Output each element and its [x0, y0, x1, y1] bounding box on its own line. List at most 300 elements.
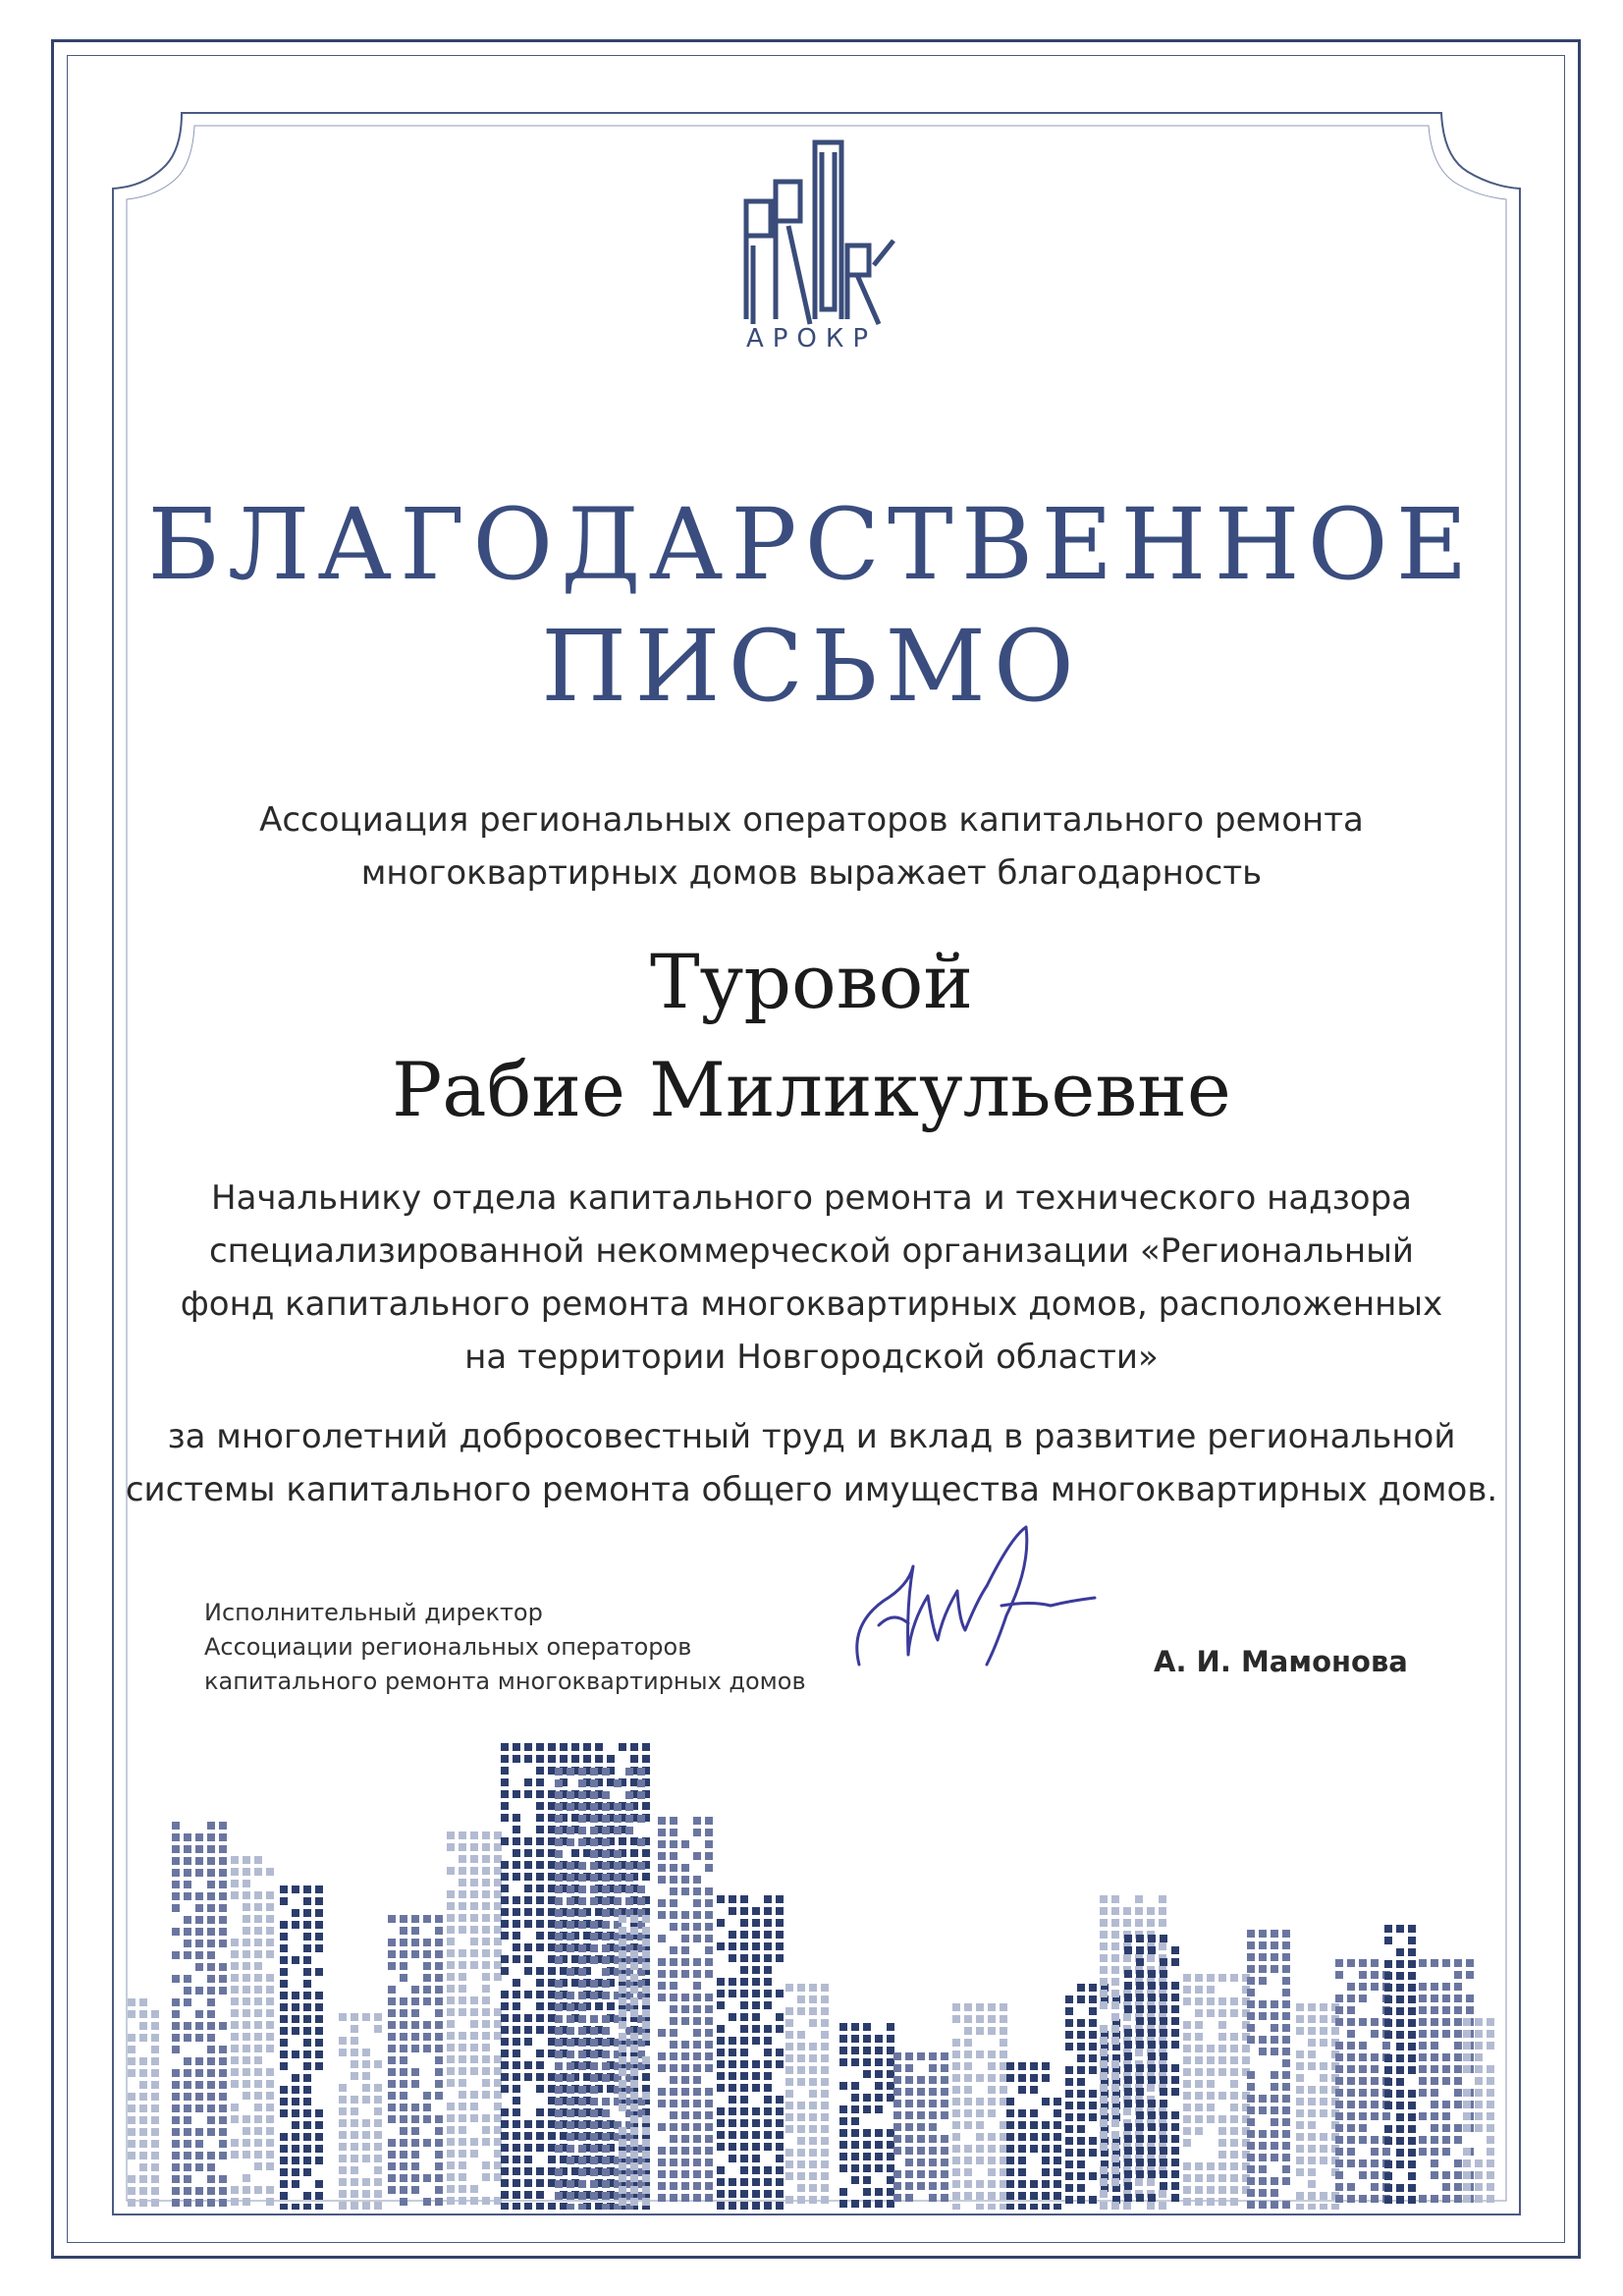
skyline-window: [851, 2094, 859, 2102]
skyline-window: [1124, 1970, 1132, 1978]
skyline-window: [548, 1920, 556, 1928]
skyline-window: [1111, 2013, 1119, 2021]
skyline-window: [614, 1886, 622, 1893]
skyline-window: [513, 2026, 520, 2034]
skyline-window: [351, 2155, 358, 2162]
skyline-window: [785, 2160, 793, 2168]
skyline-window: [571, 2167, 579, 2175]
skyline-window: [1183, 2104, 1191, 2111]
skyline-window: [501, 1885, 509, 1892]
skyline-window: [1230, 2127, 1238, 2135]
skyline-window: [1000, 2133, 1007, 2141]
skyline-window: [555, 1768, 563, 1776]
skyline-window: [1296, 2157, 1304, 2164]
skyline-window: [280, 1956, 288, 1964]
skyline-window: [693, 1958, 701, 1966]
skyline-window: [536, 1896, 544, 1904]
skyline-window: [1408, 1925, 1416, 1933]
skyline-window: [1475, 2112, 1483, 2120]
skyline-window: [1160, 2100, 1167, 2107]
skyline-window: [470, 1961, 478, 1969]
skyline-window: [411, 2139, 419, 2147]
skyline-window: [231, 2021, 239, 2029]
skyline-window: [752, 1978, 760, 1986]
skyline-window: [501, 1814, 509, 1822]
skyline-window: [578, 2027, 586, 2035]
skyline-window: [280, 2086, 288, 2094]
skyline-window: [941, 2076, 948, 2084]
skyline-window: [1384, 2054, 1392, 2062]
skyline-window: [482, 2067, 490, 2075]
skyline-window: [567, 2180, 574, 2188]
skyline-window: [536, 2085, 544, 2093]
skyline-window: [1359, 1959, 1367, 1967]
skyline-window: [1195, 2104, 1203, 2111]
skyline-window: [280, 2180, 288, 2188]
skyline-window: [435, 1997, 443, 2005]
skyline-window: [1371, 2101, 1379, 2108]
skyline-window: [590, 1791, 598, 1799]
skyline-window: [658, 1864, 666, 1872]
skyline-window: [681, 1958, 689, 1966]
skyline-window: [1195, 2186, 1203, 2194]
skyline-window: [1419, 2030, 1427, 2038]
skyline-window: [1123, 1954, 1131, 1962]
skyline-window: [681, 1887, 689, 1895]
skyline-window: [555, 1909, 563, 1917]
skyline-window: [513, 1955, 520, 1963]
skyline-window: [1089, 2043, 1097, 2050]
skyline-window: [764, 2060, 772, 2068]
skyline-window: [976, 2204, 984, 2210]
skyline-window: [266, 1891, 274, 1899]
skyline-window: [1111, 2155, 1119, 2162]
skyline-window: [1018, 2086, 1026, 2094]
skyline-window: [1296, 2003, 1304, 2011]
skyline-window: [172, 2163, 180, 2171]
skyline-window: [1259, 2106, 1267, 2114]
skyline-window: [1042, 2062, 1050, 2070]
skyline-window: [670, 1852, 677, 1860]
skyline-window: [1347, 2006, 1355, 2014]
skyline-window: [764, 1966, 772, 1974]
skyline-window: [184, 2140, 191, 2148]
skyline-window: [1335, 1995, 1343, 2002]
skyline-window: [339, 2119, 347, 2127]
skyline-window: [1259, 1977, 1267, 1985]
skyline-window: [602, 2109, 610, 2117]
skyline-window: [374, 2025, 382, 2033]
skyline-window: [470, 1867, 478, 1875]
skyline-window: [231, 1962, 239, 1970]
skyline-window: [459, 1867, 466, 1875]
skyline-window: [764, 2049, 772, 2056]
skyline-window: [548, 2203, 556, 2210]
skyline-window: [1487, 2112, 1494, 2120]
skyline-window: [151, 2175, 159, 2183]
skyline-window: [400, 2186, 407, 2194]
skyline-window: [1396, 2113, 1404, 2121]
skyline-window: [705, 1817, 713, 1825]
skyline-window: [1124, 2159, 1132, 2166]
skyline-window: [1030, 2204, 1038, 2210]
skyline-window: [1230, 2198, 1238, 2206]
skyline-window: [219, 1822, 227, 1830]
skyline-window: [717, 2025, 725, 2033]
skyline-window: [905, 2135, 913, 2143]
skyline-window: [630, 2186, 638, 2194]
skyline-window: [1148, 2194, 1156, 2202]
skyline-window: [625, 1803, 633, 1811]
skyline-window: [619, 2186, 626, 2194]
skyline-window: [614, 1897, 622, 1905]
skyline-window: [400, 2033, 407, 2041]
skyline-window: [1136, 1935, 1144, 1942]
skyline-window: [254, 2009, 262, 2017]
skyline-window: [524, 2061, 532, 2069]
skyline-window: [184, 2175, 191, 2183]
skyline-window: [976, 2180, 984, 2188]
skyline-window: [560, 1755, 568, 1763]
skyline-window: [435, 2009, 443, 2017]
skyline-window: [266, 2104, 274, 2111]
skyline-window: [887, 2129, 894, 2137]
skyline-window: [729, 2155, 736, 2162]
skyline-window: [1136, 2029, 1144, 2037]
skyline-window: [447, 1914, 455, 1922]
skyline-window: [482, 1961, 490, 1969]
skyline-window: [887, 2176, 894, 2184]
skyline-window: [1408, 1995, 1416, 2003]
skyline-window: [470, 2103, 478, 2110]
skyline-window: [809, 2113, 817, 2121]
skyline-window: [501, 2014, 509, 2022]
skyline-window: [658, 1829, 666, 1836]
skyline-window: [578, 1886, 586, 1893]
skyline-window: [1111, 2001, 1119, 2009]
skyline-window: [139, 1998, 147, 2006]
skyline-window: [590, 1874, 598, 1882]
skyline-window: [851, 2047, 859, 2054]
skyline-window: [1247, 2095, 1255, 2103]
skyline-window: [1408, 2031, 1416, 2039]
skyline-window: [1136, 2159, 1144, 2166]
skyline-window: [809, 2196, 817, 2204]
skyline-window: [447, 1890, 455, 1898]
skyline-window: [705, 2005, 713, 2013]
skyline-window: [524, 1896, 532, 1904]
skyline-window: [128, 2057, 135, 2065]
skyline-window: [1475, 2077, 1483, 2085]
skyline-window: [1384, 2137, 1392, 2145]
skyline-window: [893, 2088, 901, 2096]
skyline-window: [1466, 2006, 1474, 2014]
skyline-window: [195, 2093, 203, 2101]
skyline-window: [555, 2192, 563, 2200]
skyline-window: [555, 1992, 563, 1999]
skyline-window: [400, 2009, 407, 2017]
skyline-window: [839, 2129, 847, 2137]
skyline-window: [681, 2123, 689, 2131]
skyline-window: [764, 1907, 772, 1915]
skyline-window: [243, 2115, 250, 2123]
skyline-window: [630, 2127, 638, 2135]
skyline-window: [1160, 2005, 1167, 2013]
skyline-window: [292, 2180, 299, 2188]
skyline-window: [315, 2145, 323, 2153]
skyline-window: [602, 2121, 610, 2129]
skyline-window: [1359, 2195, 1367, 2203]
skyline-window: [917, 2052, 925, 2060]
skyline-window: [705, 2159, 713, 2166]
skyline-window: [717, 2037, 725, 2045]
skyline-window: [548, 2002, 556, 2010]
skyline-window: [658, 1958, 666, 1966]
skyline-window: [459, 2114, 466, 2122]
skyline-window: [459, 2197, 466, 2205]
skyline-window: [1006, 2109, 1014, 2117]
skyline-window: [292, 2015, 299, 2023]
skyline-window: [207, 2069, 215, 2077]
skyline-window: [567, 1838, 574, 1846]
skyline-window: [548, 1932, 556, 1940]
skyline-window: [482, 1902, 490, 1910]
skyline-window: [266, 2033, 274, 2041]
skyline-window: [1089, 2149, 1097, 2157]
skyline-window: [172, 1998, 180, 2006]
skyline-window: [470, 1902, 478, 1910]
skyline-window: [590, 2192, 598, 2200]
skyline-window: [1454, 2089, 1462, 2097]
skyline-window: [578, 1968, 586, 1976]
skyline-window: [578, 1815, 586, 1823]
skyline-window: [776, 2190, 784, 2198]
skyline-window: [548, 1955, 556, 1963]
skyline-window: [1100, 1895, 1108, 1903]
skyline-window: [254, 2045, 262, 2052]
skyline-window: [374, 2131, 382, 2139]
skyline-window: [1230, 2009, 1238, 2017]
skyline-window: [821, 2031, 829, 2039]
skyline-window: [729, 2131, 736, 2139]
skyline-window: [447, 2044, 455, 2051]
skyline-window: [567, 1768, 574, 1776]
skyline-window: [1419, 1983, 1427, 1991]
skyline-window: [435, 2115, 443, 2123]
skyline-window: [1487, 2018, 1494, 2026]
skyline-window: [1296, 2133, 1304, 2141]
skyline-window: [1042, 2121, 1050, 2129]
skyline-window: [1247, 2024, 1255, 2032]
skyline-window: [578, 1768, 586, 1776]
skyline-window: [207, 2010, 215, 2018]
skyline-window: [929, 2170, 937, 2178]
skyline-window: [1487, 2159, 1494, 2167]
skyline-window: [1111, 1942, 1119, 1950]
skyline-window: [1335, 2124, 1343, 2132]
skyline-window: [851, 2141, 859, 2149]
skyline-window: [494, 2032, 502, 2040]
skyline-window: [280, 2192, 288, 2200]
skyline-window: [1089, 2102, 1097, 2109]
skyline-window: [1271, 2000, 1278, 2008]
skyline-window: [630, 2162, 638, 2170]
skyline-window: [952, 2157, 960, 2164]
skyline-window: [548, 1896, 556, 1904]
skyline-window: [470, 2114, 478, 2122]
skyline-window: [315, 2180, 323, 2188]
skyline-window: [1100, 2107, 1108, 2115]
skyline-window: [207, 1928, 215, 1936]
skyline-window: [988, 2204, 996, 2210]
skyline-window: [184, 1916, 191, 1924]
skyline-window: [1136, 2111, 1144, 2119]
skyline-window: [280, 2133, 288, 2141]
skyline-window: [501, 2120, 509, 2128]
skyline-window: [964, 2086, 972, 2094]
skyline-window: [619, 1974, 626, 1982]
skyline-window: [1000, 2039, 1007, 2047]
skyline-window: [172, 1845, 180, 1853]
skyline-window: [1207, 2104, 1215, 2111]
skyline-window: [266, 2151, 274, 2159]
skyline-window: [513, 2203, 520, 2210]
skyline-window: [266, 2092, 274, 2100]
skyline-window: [513, 2132, 520, 2140]
skyline-window: [1271, 2130, 1278, 2138]
skyline-window: [740, 1966, 748, 1974]
skyline-window: [482, 1949, 490, 1957]
skyline-window: [602, 2039, 610, 2047]
skyline-window: [1065, 2196, 1073, 2204]
skyline-window: [1136, 1958, 1144, 1966]
skyline-window: [447, 2020, 455, 2028]
skyline-window: [195, 1892, 203, 1900]
skyline-window: [315, 1897, 323, 1905]
skyline-window: [729, 2049, 736, 2056]
skyline-window: [400, 2115, 407, 2123]
skyline-window: [1271, 2083, 1278, 2091]
skyline-window: [670, 1817, 677, 1825]
skyline-window: [863, 2105, 871, 2113]
skyline-window: [1359, 1995, 1367, 2002]
skyline-window: [1077, 2078, 1085, 2086]
skyline-window: [1442, 1995, 1450, 2002]
skyline-window: [151, 2057, 159, 2065]
skyline-window: [266, 1986, 274, 1994]
skyline-window: [642, 1939, 650, 1946]
skyline-window: [851, 2035, 859, 2043]
skyline-window: [254, 2115, 262, 2123]
skyline-window: [1463, 2124, 1471, 2132]
skyline-window: [619, 1997, 626, 2005]
skyline-window: [280, 1968, 288, 1976]
skyline-window: [315, 2109, 323, 2117]
skyline-window: [693, 1852, 701, 1860]
logo-caption: АРОКР: [745, 324, 878, 354]
skyline-window: [590, 2180, 598, 2188]
skyline-window: [1359, 2159, 1367, 2167]
skyline-window: [524, 2026, 532, 2034]
skyline-window: [1207, 1986, 1215, 1994]
skyline-window: [567, 2192, 574, 2200]
skyline-window: [670, 2123, 677, 2131]
skyline-window: [172, 2152, 180, 2159]
skyline-window: [243, 2151, 250, 2159]
skyline-window: [536, 2108, 544, 2116]
skyline-window: [905, 2076, 913, 2084]
skyline-window: [243, 1868, 250, 1876]
skyline-window: [642, 1755, 650, 1763]
skyline-window: [1000, 2050, 1007, 2058]
skyline-window: [571, 1755, 579, 1763]
skyline-window: [602, 1850, 610, 1858]
skyline-window: [1335, 2101, 1343, 2108]
skyline-window: [941, 2194, 948, 2202]
skyline-window: [1111, 1895, 1119, 1903]
skyline-window: [1384, 2019, 1392, 2027]
skyline-window: [374, 2107, 382, 2115]
skyline-window: [681, 1840, 689, 1848]
skyline-window: [693, 2111, 701, 2119]
skyline-window: [315, 1909, 323, 1917]
skyline-window: [590, 2098, 598, 2105]
skyline-window: [254, 1903, 262, 1911]
skyline-window: [929, 2194, 937, 2202]
skyline-window: [619, 2162, 626, 2170]
skyline-window: [254, 1997, 262, 2005]
skyline-window: [776, 1931, 784, 1939]
skyline-window: [693, 1829, 701, 1836]
skyline-window: [555, 2109, 563, 2117]
skyline-window: [1487, 2030, 1494, 2038]
skyline-window: [705, 1911, 713, 1919]
skyline-window: [1282, 1930, 1290, 1938]
skyline-window: [764, 2131, 772, 2139]
skyline-window: [362, 2155, 370, 2162]
skyline-window: [976, 2109, 984, 2117]
skyline-window: [693, 1970, 701, 1978]
skyline-window: [315, 1886, 323, 1893]
skyline-window: [374, 2202, 382, 2210]
skyline-window: [776, 2096, 784, 2104]
skyline-window: [976, 2121, 984, 2129]
skyline-window: [1487, 2148, 1494, 2156]
skyline-window: [729, 1907, 736, 1915]
skyline-window: [1171, 1994, 1179, 2001]
skyline-window: [1065, 2160, 1073, 2168]
skyline-window: [809, 2043, 817, 2050]
skyline-window: [1282, 2118, 1290, 2126]
skyline-window: [1247, 1953, 1255, 1961]
skyline-window: [1136, 2017, 1144, 2025]
skyline-window: [567, 2098, 574, 2105]
skyline-window: [1347, 2159, 1355, 2167]
skyline-window: [658, 2170, 666, 2178]
skyline-window: [602, 2098, 610, 2105]
skyline-window: [851, 2058, 859, 2066]
skyline-window: [693, 2194, 701, 2202]
skyline-window: [670, 2017, 677, 2025]
skyline-window: [1475, 2195, 1483, 2203]
skyline-window: [151, 2010, 159, 2018]
skyline-window: [195, 1928, 203, 1936]
skyline-window: [583, 1743, 591, 1751]
skyline-window: [494, 1890, 502, 1898]
skyline-window: [548, 1743, 556, 1751]
skyline-window: [1359, 2065, 1367, 2073]
skyline-window: [578, 2003, 586, 2011]
